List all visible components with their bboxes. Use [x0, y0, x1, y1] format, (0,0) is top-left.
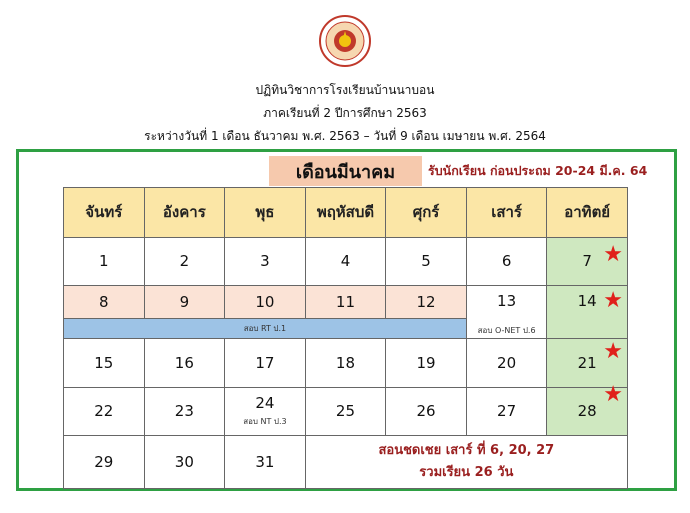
summary-cell	[305, 436, 627, 489]
weekday-sun: อาทิตย์	[547, 188, 628, 238]
day-cell: 16	[144, 338, 225, 387]
day-cell: 5	[386, 237, 467, 286]
day-cell: 4	[305, 237, 386, 286]
week-row	[64, 338, 628, 387]
onet-exam-label: สอบ O-NET ป.6	[477, 326, 536, 336]
weekday-sat: เสาร์	[466, 188, 547, 238]
date-range-line: ระหว่างวันที่ 1 เดือน ธันวาคม พ.ศ. 2563 – วันที่ 9 เดือน เมษายน พ.ศ. 2564	[144, 129, 546, 143]
red-star-icon: ★	[603, 288, 623, 314]
day-cell: 12	[386, 286, 467, 319]
day-cell: 17	[225, 338, 306, 387]
day-cell: 11	[305, 286, 386, 319]
day-cell: 25	[305, 387, 386, 436]
day-cell-onet	[466, 286, 547, 339]
semester-line: ภาคเรียนที่ 2 ปีการศึกษา 2563	[263, 106, 427, 120]
day-number: 24	[255, 394, 275, 413]
day-cell: 19	[386, 338, 467, 387]
makeup-days-text: สอนชดเชย เสาร์ ที่ 6, 20, 27	[378, 443, 555, 459]
weekday-wed: พุธ	[225, 188, 306, 238]
day-cell: 9	[144, 286, 225, 319]
day-cell: 3	[225, 237, 306, 286]
day-number: 28	[577, 402, 597, 421]
day-cell: 8	[64, 286, 145, 319]
day-cell-sunday	[547, 286, 628, 339]
day-cell: 31	[225, 436, 306, 489]
day-cell: 23	[144, 387, 225, 436]
admission-note: รับนักเรียน ก่อนประถม 20-24 มี.ค. 64	[428, 163, 648, 178]
day-cell: 22	[64, 387, 145, 436]
weekday-tue: อังคาร	[144, 188, 225, 238]
day-cell: 6	[466, 237, 547, 286]
week-row	[64, 436, 628, 489]
day-number: 21	[577, 353, 597, 372]
day-cell-sunday	[547, 338, 628, 387]
weekday-header-row	[64, 188, 628, 238]
red-star-icon: ★	[603, 241, 623, 267]
weekday-mon: จันทร์	[64, 188, 145, 238]
red-star-icon: ★	[603, 338, 623, 364]
week-row	[64, 237, 628, 286]
total-days-text: รวมเรียน 26 วัน	[419, 465, 514, 481]
nt-exam-label: สอบ NT ป.3	[243, 417, 287, 427]
day-cell: 1	[64, 237, 145, 286]
day-cell: 29	[64, 436, 145, 489]
day-cell-sunday	[547, 381, 628, 436]
day-number: 13	[497, 292, 517, 311]
week-row	[64, 387, 628, 436]
day-number: 7	[582, 252, 592, 271]
day-cell: 30	[144, 436, 225, 489]
day-cell: 10	[225, 286, 306, 319]
day-cell: 26	[386, 387, 467, 436]
day-cell: 2	[144, 237, 225, 286]
month-title: เดือนมีนาคม	[269, 156, 422, 186]
day-cell-sunday	[547, 237, 628, 286]
rt-exam-bar: สอบ RT ป.1	[64, 319, 467, 339]
day-cell-nt	[225, 387, 306, 436]
weekday-fri: ศุกร์	[386, 188, 467, 238]
day-cell: 27	[466, 387, 547, 436]
calendar-table	[63, 187, 628, 489]
day-cell: 18	[305, 338, 386, 387]
day-cell: 20	[466, 338, 547, 387]
red-star-icon: ★	[603, 381, 623, 407]
day-number: 14	[577, 292, 597, 311]
week-row	[64, 286, 628, 319]
calendar-title: ปฏิทินวิชาการโรงเรียนบ้านนาบอน	[255, 83, 435, 97]
school-seal-icon	[318, 14, 372, 68]
weekday-thu: พฤหัสบดี	[305, 188, 386, 238]
day-cell: 15	[64, 338, 145, 387]
